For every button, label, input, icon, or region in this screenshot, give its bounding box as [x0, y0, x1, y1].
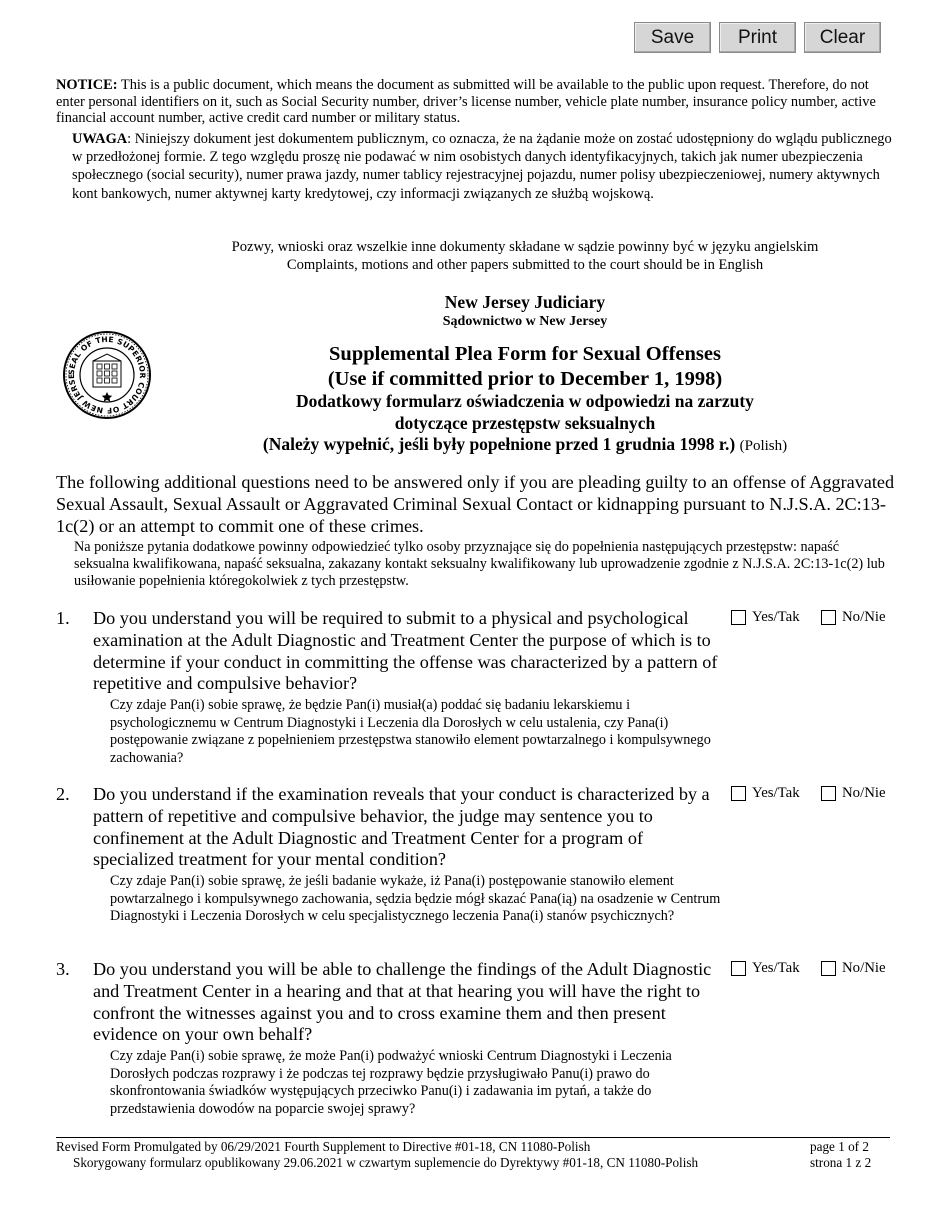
question-3-options [731, 959, 886, 977]
question-3-yes-checkbox[interactable] [731, 959, 821, 977]
title-language: (Polish) [739, 438, 788, 454]
yes-label: Yes/Tak [752, 785, 800, 801]
language-notice-polish: Pozwy, wnioski oraz wszelkie inne dokumenty składane w sądzie powinny być w języku angielskim [231, 239, 819, 255]
question-2-options [731, 784, 886, 802]
uwaga-text: : Niniejszy dokument jest dokumentem publicznym, co oznacza, że na żądanie może on zostać udostępniony do wglądu publicznego w przedłożonej formie. Z tego względu proszę nie podawać w nim osobistych danych identyfikacyjnych, takich jak numer ubezpieczenia społecznego (social security), numer prawa jazdy, numer tablicy rejestracyjnej pojazdu, numer polisy ubezpieczeniowej, numery aktywnych kont bankowych, numer aktywnej karty kredytowej, czy informacji związanych ze służbą wojskową. [72, 131, 892, 202]
title-line-2: (Use if committed prior to December 1, 1998) [327, 367, 723, 390]
checkbox-box[interactable] [731, 610, 746, 625]
notice-label: NOTICE: [56, 77, 118, 93]
question-3-number: 3. [56, 959, 70, 979]
footer-revision-polish: Skorygowany formularz opublikowany 29.06.2021 w czwartym suplemencie do Dyrektywy #01-18, CN 11080-Polish [73, 1155, 699, 1170]
question-1-options [731, 608, 886, 626]
notice-polish [72, 130, 892, 203]
page-number-polish: strona 1 z 2 [810, 1155, 872, 1170]
title-line-3: Dodatkowy formularz oświadczenia w odpowiedzi na zarzuty [296, 391, 754, 411]
title-line-1: Supplemental Plea Form for Sexual Offenses [329, 343, 721, 365]
no-label: No/Nie [842, 609, 886, 625]
no-label: No/Nie [842, 960, 886, 976]
judiciary-name-polish: Sądownictwo w New Jersey [442, 314, 608, 329]
yes-label: Yes/Tak [752, 609, 800, 625]
language-notice-english: Complaints, motions and other papers submitted to the court should be in English [286, 257, 764, 273]
intro-english: The following additional questions need to be answered only if you are pleading guilty to an offense of Aggravated Sexual Assault, Sexual Assault or Aggravated Criminal Sexual Contact or kidnapping pursuant to N.J.S.A. 2C:13-1c(2) or an attempt to commit one of these crimes. [56, 472, 895, 536]
footer-page-number [810, 1139, 890, 1171]
judiciary-name-english: New Jersey Judiciary [444, 292, 606, 312]
question-3-english: Do you understand you will be able to challenge the findings of the Adult Diagnostic and Treatment Center in a hearing and that at that hearing you will have the right to confront the witnesses against you and to cross examine them and then present evidence on your own behalf? [93, 959, 712, 1045]
question-3-no-checkbox[interactable] [821, 959, 886, 977]
question-1-english: Do you understand you will be required to submit to a physical and psychological examination at the Adult Diagnostic and Treatment Center the purpose of which is to determine if your conduct in committing the offense was characterized by a pattern of repetitive and compulsive behavior? [93, 608, 718, 694]
form-toolbar [634, 22, 881, 53]
uwaga-label: UWAGA [72, 131, 128, 147]
clear-button[interactable]: Clear [804, 22, 881, 53]
judiciary-header [100, 292, 950, 330]
question-2-yes-checkbox[interactable] [731, 784, 821, 802]
notice-english [56, 77, 896, 127]
yes-label: Yes/Tak [752, 960, 800, 976]
question-2-english: Do you understand if the examination reveals that your conduct is characterized by a pattern of repetitive and compulsive behavior, the judge may sentence you to confinement at the Adult Diagnostic and Treatment Center for a program of specialized treatment for your mental condition? [93, 784, 710, 870]
form-title [100, 342, 950, 458]
title-line-4: dotyczące przestępstw seksualnych [394, 412, 656, 433]
question-1-number: 1. [56, 608, 70, 628]
language-notice [100, 238, 950, 274]
checkbox-box[interactable] [821, 961, 836, 976]
notice-text: This is a public document, which means the document as submitted will be available to the public upon request. Therefore, do not enter personal identifiers on it, such as Social Security number, driver’s license number, vehicle plate number, insurance policy number, active financial account number, active credit card number or military status. [56, 77, 876, 127]
checkbox-box[interactable] [821, 786, 836, 801]
no-label: No/Nie [842, 785, 886, 801]
page-number-english: page 1 of 2 [810, 1139, 869, 1154]
question-2-polish: Czy zdaje Pan(i) sobie sprawę, że jeśli badanie wykaże, iż Pana(i) postępowanie stanowiło element powtarzalnego i kompulsywnego zachowania, sędzia będzie mógł skazać Pana(ią) na osadzenie w Centrum Diagnostyki i Leczenia Dorosłych w celu specjalistycznego leczenia Pana(i) stanów psychicznych? [110, 873, 721, 925]
question-1-no-checkbox[interactable] [821, 608, 886, 626]
question-3-polish: Czy zdaje Pan(i) sobie sprawę, że może Pan(i) podważyć wnioski Centrum Diagnostyki i Leczenia Dorosłych podczas rozprawy i że podczas tej rozprawy będzie przysługiwało Panu(i) prawo do skonfrontowania świadków występujących przeciwko Panu(i) i zadawania im pytań, a także do przedstawienia dowodów na poparcie swojej sprawy? [110, 1048, 672, 1117]
question-1-yes-checkbox[interactable] [731, 608, 821, 626]
footer-revision-english: Revised Form Promulgated by 06/29/2021 Fourth Supplement to Directive #01-18, CN 11080-Polish [56, 1139, 591, 1154]
footer-revision [56, 1139, 698, 1171]
checkbox-box[interactable] [731, 786, 746, 801]
title-line-5: (Należy wypełnić, jeśli były popełnione przed 1 grudnia 1998 r.) [262, 434, 736, 454]
question-2-no-checkbox[interactable] [821, 784, 886, 802]
question-1-polish: Czy zdaje Pan(i) sobie sprawę, że będzie Pan(i) musiał(a) poddać się badaniu lekarskiemu i psychologicznemu w Centrum Diagnostyki i Leczenia dla Dorosłych w celu ustalenia, czy Pana(i) postępowanie związane z popełnieniem przestępstwa stanowiło element powtarzalnego i kompulsywnego zachowania? [110, 697, 711, 766]
svg-text:SEAL OF THE SUPERIOR COURT OF: SEAL OF THE SUPERIOR COURT OF NEW JERSE [66, 334, 148, 416]
question-2-number: 2. [56, 784, 70, 804]
print-button[interactable]: Print [719, 22, 796, 53]
checkbox-box[interactable] [731, 961, 746, 976]
checkbox-box[interactable] [821, 610, 836, 625]
intro-polish: Na poniższe pytania dodatkowe powinny odpowiedzieć tylko osoby przyznające się do popełnienia następujących przestępstw: napaść seksualna kwalifikowana, napaść seksualna, zakazany kontakt seksualny kwalifikowany lub uprowadzenie zgodnie z N.J.S.A. 2C:13-1c(2) lub usiłowanie popełnienia któregokolwiek z tych przestępstw. [74, 539, 885, 589]
save-button[interactable]: Save [634, 22, 711, 53]
footer-divider [56, 1137, 890, 1138]
